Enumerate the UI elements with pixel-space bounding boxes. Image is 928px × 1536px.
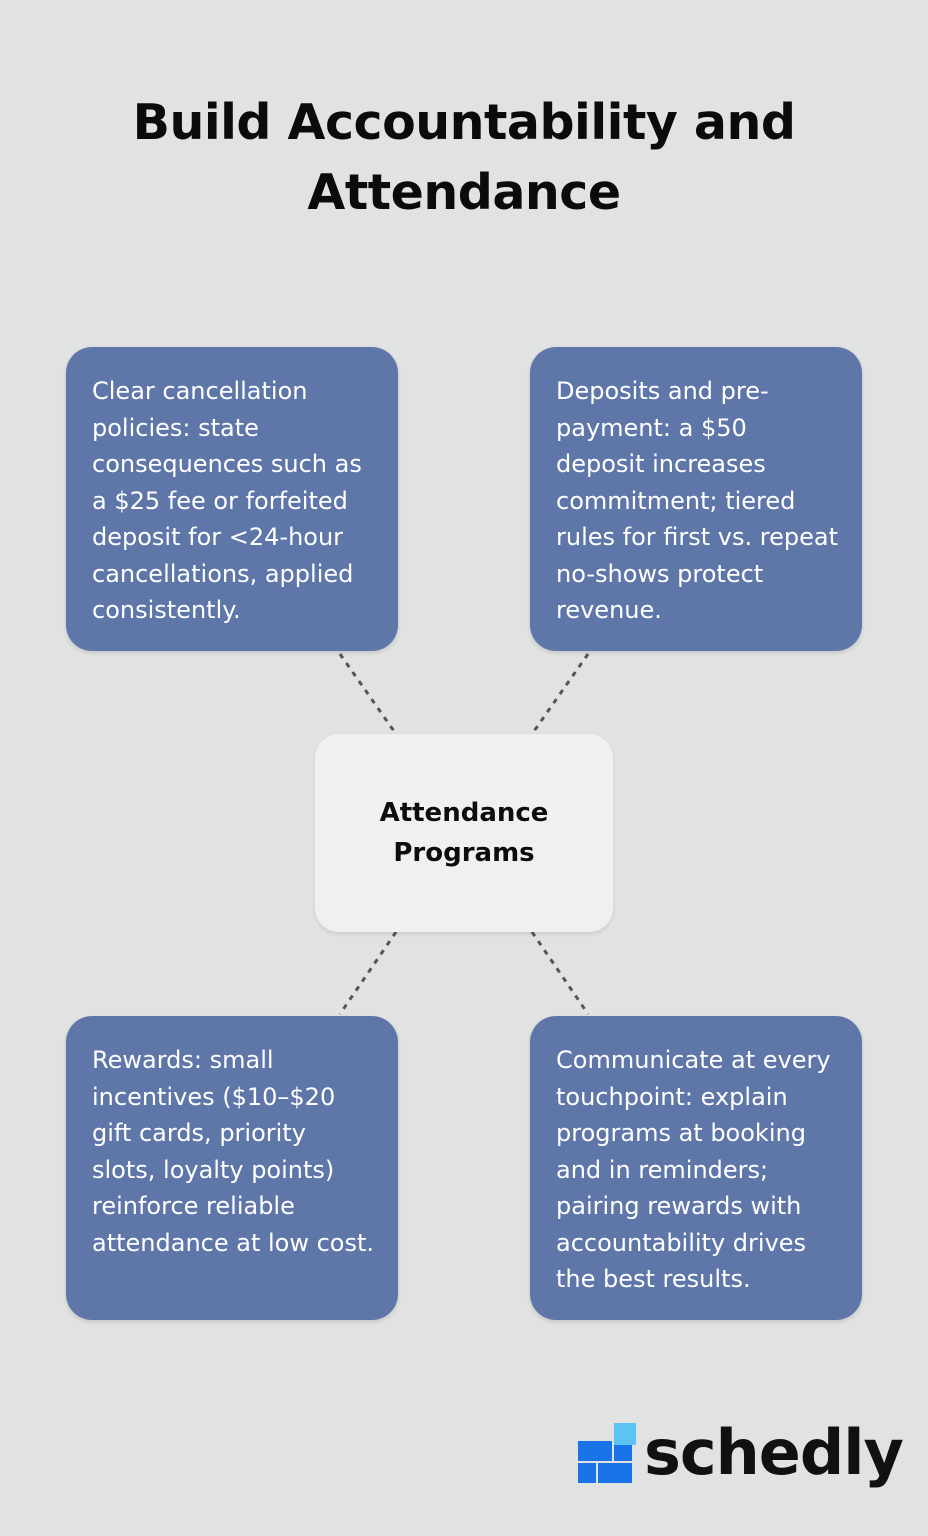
connector-top-left [340,654,396,734]
connector-top-right [532,654,588,734]
title-line-1: Build Accountability and [132,94,796,151]
connector-bottom-right [532,932,588,1014]
card-text: Deposits and pre-payment: a $50 deposit increases commitment; tiered rules for first vs. repeat no-shows protect revenue. [556,377,838,624]
logo-wordmark: schedly [644,1416,903,1489]
schedly-logo [578,1418,903,1488]
card-rewards [66,1016,398,1320]
schedly-logo-icon [578,1421,638,1485]
connector-bottom-left [340,932,396,1014]
center-line-2: Programs [393,838,535,868]
card-cancellation-policies [66,347,398,651]
card-text: Communicate at every touchpoint: explain programs at booking and in reminders; pairing rewards with accountability drives the best results. [556,1046,831,1293]
card-text: Rewards: small incentives ($10–$20 gift cards, priority slots, loyalty points) reinforce reliable attendance at low cost. [92,1046,375,1257]
center-line-1: Attendance [379,798,549,828]
card-deposits-prepayment [530,347,862,651]
card-text: Clear cancellation policies: state consequences such as a $25 fee or forfeited deposit for <24-hour cancellations, applied consistently. [92,377,362,624]
center-node-attendance-programs [315,734,613,932]
title-line-2: Attendance [307,164,621,221]
card-communicate [530,1016,862,1320]
